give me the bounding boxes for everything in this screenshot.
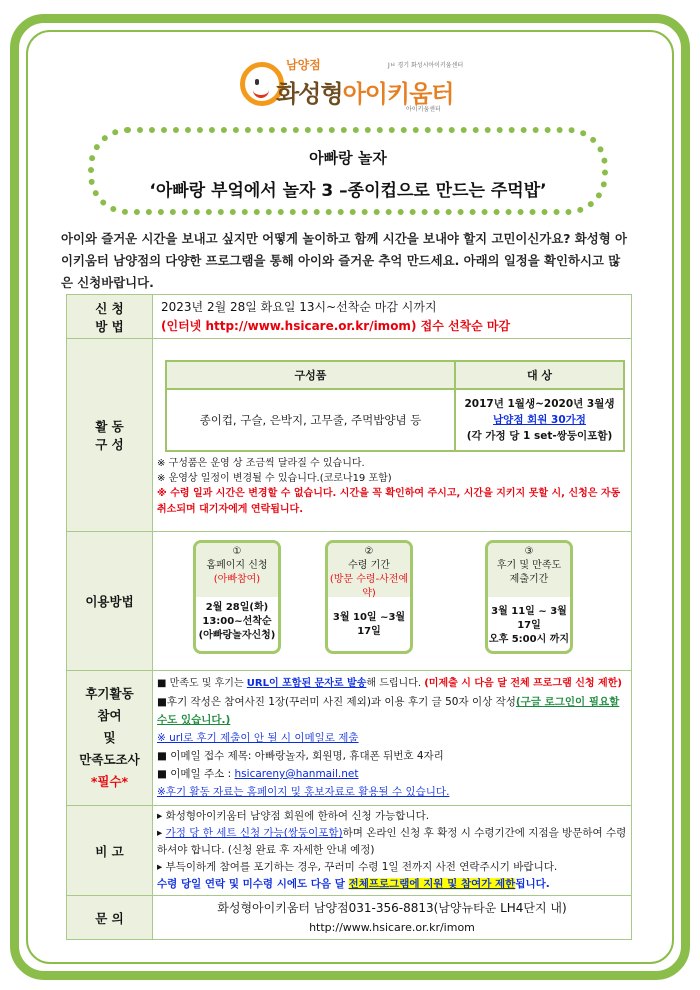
review-line2: ■후기 작성은 참여사진 1장(꾸러미 사진 제외)과 이용 후기 글 50자 이상 작성(구글 로그인이 필요할 수도 있습니다.) xyxy=(157,696,620,726)
apply-line1: 2023년 2월 28일 화요일 13시~선착순 마감 시까지 xyxy=(161,299,437,314)
activity-note3: ※ 수령 일과 시간은 변경할 수 없습니다. 시간을 꼭 확인하여 주시고, 시간을 지키지 못할 시, 신청은 자동 취소되며 대기자에게 연락됩니다. xyxy=(157,488,621,515)
apply-header: 신 청 방 법 xyxy=(67,295,153,339)
usage-content xyxy=(153,532,632,671)
logo-main-b: 아이키움터 xyxy=(342,80,454,108)
remarks-line1: ▸ 화성형아이키움터 남양점 회원에 한하여 신청 가능합니다. xyxy=(157,810,430,822)
usage-header: 이용방법 xyxy=(67,532,153,671)
activity-content xyxy=(153,339,632,532)
title-line2: ‘아빠랑 부엌에서 놀자 3 –종이컵으로 만드는 주먹밥’ xyxy=(149,181,547,201)
title-box xyxy=(88,127,608,215)
logo-org: Jㅂ 경기 화성시아이키움센터 xyxy=(388,62,464,69)
logo-branch: 남양점 xyxy=(286,58,321,72)
title-line1: 아빠랑 놀자 xyxy=(309,149,387,167)
apply-content xyxy=(153,295,632,339)
remarks-header: 비 고 xyxy=(67,806,153,896)
info-table xyxy=(66,294,632,940)
logo-sub: 아이키움센터 xyxy=(406,106,441,113)
activity-note2: ※ 운영상 일정이 변경될 수 있습니다.(코로나19 포함) xyxy=(157,473,392,484)
review-line4: ■ 이메일 접수 제목: 아빠랑놀자, 회원명, 휴대폰 뒤번호 4자리 xyxy=(157,750,444,762)
items-cell: 종이컵, 구슬, 은박지, 고무줄, 주먹밥양념 등 xyxy=(166,389,455,451)
remarks-content xyxy=(153,806,632,896)
review-line3: ※ url로 후기 제출이 안 될 시 이메일로 제출 xyxy=(157,732,359,744)
activity-table xyxy=(165,360,625,452)
review-content xyxy=(153,671,632,806)
apply-line2: (인터넷 http://www.hsicare.or.kr/imom) 접수 선착순 마감 xyxy=(161,318,511,333)
step-1: ① 홈페이지 신청 (아빠참여) 2월 28일(화) 13:00~선착순 (아빠랑놀자신청) xyxy=(193,540,281,654)
contact-content xyxy=(153,896,632,940)
contact-url[interactable]: http://www.hsicare.or.kr/imom xyxy=(309,920,475,934)
review-line1: ■ 만족도 및 후기는 URL이 포함된 문자로 발송해 드립니다. (미제출 시 다음 달 전체 프로그램 신청 제한) xyxy=(157,678,622,689)
review-header: 후기활동 참여 및 만족도조사 *필수* xyxy=(67,671,153,806)
target-cell: 2017년 1월생~2020년 3월생 남양점 회원 30가정 (각 가정 당 1 set-쌍둥이포함) xyxy=(455,389,624,451)
step-2: ② 수령 기간 (방문 수령-사전예약) 3월 10일 ~3월 17일 xyxy=(325,540,413,654)
contact-header: 문 의 xyxy=(67,896,153,940)
remarks-line4: 수령 당일 연락 및 미수령 시에도 다음 달 전체프로그램에 지원 및 참여가 제한됩니다. xyxy=(157,878,550,890)
intro-text: 아이와 즐거운 시간을 보내고 싶지만 어떻게 놀이하고 함께 시간을 보내야 할지 고민이신가요? 화성형 아이키움터 남양점의 다양한 프로그램을 통해 아이와 즐거운 추억 만드세요. 아래의 일정을 확인하시고 많은 신청바랍니다. xyxy=(61,231,627,290)
step-3: ③ 후기 및 만족도 제출기간 3월 11일 ~ 3월 17일 오후 5:00시 까지 xyxy=(485,540,573,654)
col-target: 대 상 xyxy=(455,361,624,389)
logo-main-a: 화성형 xyxy=(276,80,343,108)
email-link[interactable]: hsicareny@hanmail.net xyxy=(234,768,359,780)
review-line6: ※후기 활동 자료는 홈페이지 및 홍보자료로 활용될 수 있습니다. xyxy=(157,786,450,798)
review-line5: ■ 이메일 주소 : hsicareny@hanmail.net xyxy=(157,768,359,780)
activity-header: 활 동 구 성 xyxy=(67,339,153,532)
remarks-line3: ▸ 부득이하게 참여를 포기하는 경우, 꾸러미 수령 1일 전까지 사전 연락주시기 바랍니다. xyxy=(157,861,558,873)
contact-line1: 화성형아이키움터 남양점031-356-8813(남양뉴타운 LH4단지 내) xyxy=(217,900,567,915)
remarks-line2: ▸ 가정 당 한 세트 신청 가능(쌍둥이포함)하며 온라인 신청 후 확정 시 수령기간에 지점을 방문하여 수령하셔야 합니다. (신청 완료 후 자세한 안내 예정) xyxy=(157,827,627,856)
logo xyxy=(240,56,490,120)
activity-note1: ※ 구성품은 운영 상 조금씩 달라질 수 있습니다. xyxy=(157,458,365,469)
col-items: 구성품 xyxy=(166,361,455,389)
